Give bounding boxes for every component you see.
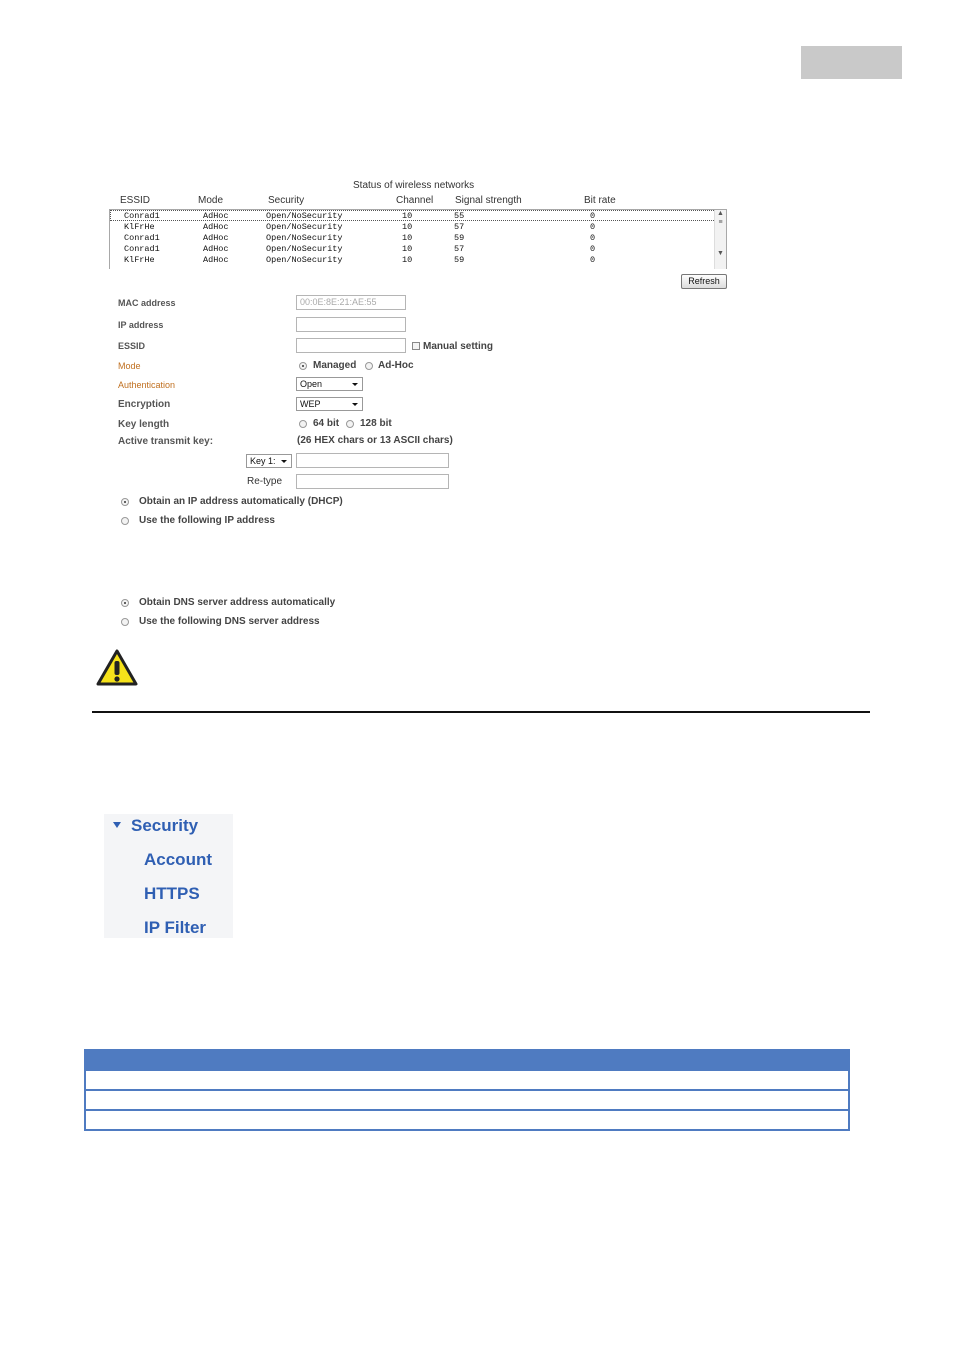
mode-managed-radio[interactable] <box>299 362 307 370</box>
scroll-down-icon[interactable]: ▼ <box>717 250 724 257</box>
network-row[interactable]: KlFrHe AdHoc Open/NoSecurity 10 59 0 <box>124 255 596 265</box>
section-divider <box>92 711 870 713</box>
dhcp-radio[interactable] <box>121 498 129 506</box>
essid-label: ESSID <box>118 341 146 351</box>
manual-setting-checkbox[interactable] <box>412 342 420 350</box>
static-ip-label: Use the following IP address <box>139 515 275 526</box>
retype-key-input[interactable] <box>296 474 449 489</box>
network-row[interactable]: Conrad1 AdHoc Open/NoSecurity 10 57 0 <box>124 244 596 254</box>
key-input[interactable] <box>296 453 449 468</box>
column-header-essid: ESSID <box>120 195 151 206</box>
column-header-security: Security <box>268 195 305 206</box>
chevron-down-icon <box>352 383 358 386</box>
manual-setting-label: Manual setting <box>423 341 494 352</box>
scroll-thumb-icon[interactable]: ≡ <box>718 219 723 226</box>
network-row[interactable]: Conrad1 AdHoc Open/NoSecurity 10 59 0 <box>124 233 596 243</box>
security-menu <box>104 814 233 938</box>
column-header-bitrate: Bit rate <box>584 195 616 206</box>
page-number-tab <box>801 46 902 79</box>
key-length-label: Key length <box>118 419 170 430</box>
mode-label: Mode <box>118 361 141 371</box>
chevron-down-icon <box>352 403 358 406</box>
wireless-network-list[interactable] <box>109 209 727 269</box>
menu-item-security[interactable]: Security <box>131 816 199 835</box>
network-row[interactable]: KlFrHe AdHoc Open/NoSecurity 10 57 0 <box>124 222 596 232</box>
key-length-128-label: 128 bit <box>360 418 392 429</box>
mode-adhoc-label: Ad-Hoc <box>378 360 414 371</box>
dns-auto-label: Obtain DNS server address automatically <box>139 597 336 608</box>
essid-input[interactable] <box>296 338 406 353</box>
table-row <box>84 1091 850 1111</box>
key-length-64-label: 64 bit <box>313 418 340 429</box>
key-index-select[interactable]: Key 1: <box>246 454 292 468</box>
table-header <box>84 1049 850 1071</box>
static-ip-radio[interactable] <box>121 517 129 525</box>
column-header-signal: Signal strength <box>455 195 522 206</box>
refresh-button[interactable]: Refresh <box>681 274 727 289</box>
column-header-mode: Mode <box>198 195 224 206</box>
mac-address-label: MAC address <box>118 298 176 308</box>
warning-icon <box>95 648 139 688</box>
mode-adhoc-radio[interactable] <box>365 362 373 370</box>
key-length-128-radio[interactable] <box>346 420 354 428</box>
dns-auto-radio[interactable] <box>121 599 129 607</box>
retype-label: Re-type <box>247 476 283 487</box>
encryption-select[interactable]: WEP <box>296 397 363 411</box>
list-scrollbar[interactable] <box>714 210 726 269</box>
menu-item-ip-filter[interactable]: IP Filter <box>144 918 207 937</box>
table-row <box>84 1111 850 1131</box>
key-hint-text: (26 HEX chars or 13 ASCII chars) <box>297 435 453 446</box>
expand-caret-icon[interactable] <box>113 822 121 828</box>
dns-manual-label: Use the following DNS server address <box>139 616 320 627</box>
scroll-up-icon[interactable]: ▲ <box>717 210 724 217</box>
key-length-64-radio[interactable] <box>299 420 307 428</box>
menu-item-https[interactable]: HTTPS <box>144 884 200 903</box>
menu-item-account[interactable]: Account <box>144 850 212 869</box>
column-header-channel: Channel <box>396 195 434 206</box>
ip-address-input[interactable] <box>296 317 406 332</box>
authentication-select[interactable]: Open <box>296 377 363 391</box>
wireless-status-title: Status of wireless networks <box>353 180 475 191</box>
encryption-label: Encryption <box>118 399 171 410</box>
dhcp-label: Obtain an IP address automatically (DHCP) <box>139 496 343 507</box>
mac-address-field: 00:0E:8E:21:AE:55 <box>296 295 406 310</box>
authentication-label: Authentication <box>118 380 176 390</box>
chevron-down-icon <box>281 460 287 463</box>
table-row <box>84 1071 850 1091</box>
mode-managed-label: Managed <box>313 360 357 371</box>
network-row[interactable]: Conrad1 AdHoc Open/NoSecurity 10 55 0 <box>110 210 726 221</box>
dns-manual-radio[interactable] <box>121 618 129 626</box>
ip-address-label: IP address <box>118 320 164 330</box>
active-transmit-key-label: Active transmit key: <box>118 436 214 447</box>
